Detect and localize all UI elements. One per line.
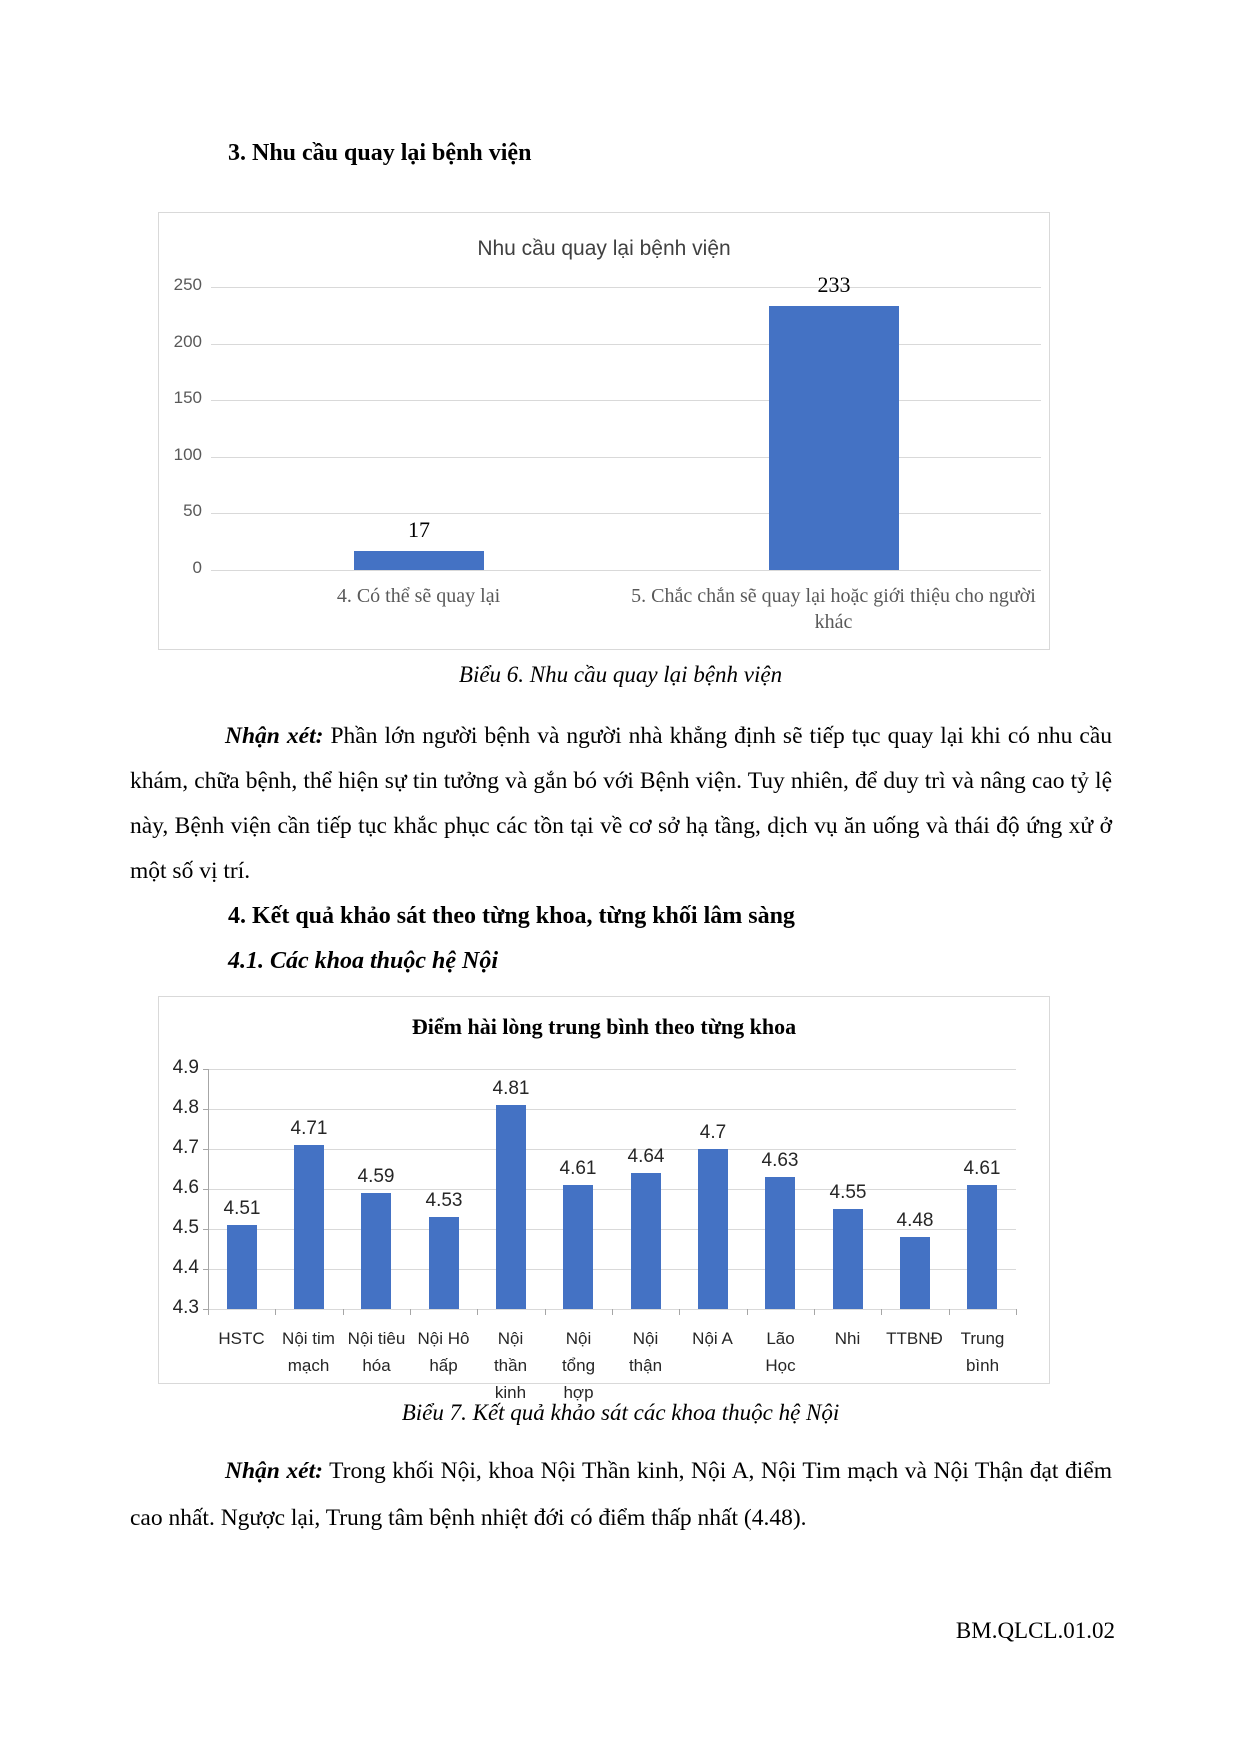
- x-axis-tick-mark: [275, 1309, 276, 1315]
- x-axis-tick-mark: [208, 1309, 209, 1315]
- bar: [227, 1225, 257, 1309]
- bar-value-label: 4.55: [829, 1182, 867, 1203]
- x-axis-tick-mark: [410, 1309, 411, 1315]
- y-axis-tick-label: 0: [192, 558, 202, 577]
- bar-value-label: 4.53: [425, 1190, 463, 1211]
- x-axis-tick-mark: [1016, 1309, 1017, 1315]
- y-axis-tick-mark: [203, 1269, 208, 1270]
- bar-value-label: 4.71: [290, 1118, 328, 1139]
- x-axis-category-label: Nội thần kinh: [493, 1329, 528, 1402]
- x-axis-tick-mark: [747, 1309, 748, 1315]
- gridline: [211, 570, 1041, 571]
- comment-paragraph-2: [130, 1448, 1112, 1542]
- comment-paragraph-1: [130, 714, 1112, 894]
- comment-2-label: Nhận xét:: [225, 1458, 323, 1484]
- bar-value-label: 4.61: [559, 1158, 597, 1179]
- y-axis-tick-mark: [203, 1109, 208, 1110]
- bar: [631, 1173, 661, 1309]
- bar-value-label: 17: [408, 517, 430, 542]
- x-axis-category-label: HSTC: [218, 1329, 265, 1348]
- bar: [967, 1185, 997, 1309]
- y-axis-tick-label: 200: [173, 332, 202, 351]
- form-code-footer: BM.QLCL.01.02: [955, 1618, 1115, 1643]
- y-axis-tick-label: 150: [173, 388, 202, 407]
- comment-2-text: Trong khối Nội, khoa Nội Thần kinh, Nội A, Nội Tim mạch và Nội Thận đạt điểm cao nhất. Ngược lại, Trung tâm bệnh nhiệt đới có điểm thấp nhất (4.48).: [130, 1458, 1113, 1531]
- y-axis-tick-label: 250: [173, 275, 202, 294]
- bar-value-label: 4.51: [223, 1198, 261, 1219]
- bar: [563, 1185, 593, 1309]
- x-axis-category-label: Nội A: [692, 1329, 733, 1348]
- comment-1-label: Nhận xét:: [225, 723, 324, 749]
- y-axis-tick-mark: [203, 1069, 208, 1070]
- bar: [769, 306, 899, 570]
- x-axis-tick-mark: [545, 1309, 546, 1315]
- x-axis-tick-mark: [612, 1309, 613, 1315]
- figure-7-caption: Biểu 7. Kết quả khảo sát các khoa thuộc hệ Nội: [401, 1400, 840, 1425]
- x-axis-tick-mark: [949, 1309, 950, 1315]
- y-axis-line: [208, 1069, 209, 1314]
- figure-6-caption: Biểu 6. Nhu cầu quay lại bệnh viện: [458, 662, 783, 687]
- y-axis-tick-label: 50: [183, 501, 202, 520]
- y-axis-tick-mark: [203, 1189, 208, 1190]
- bar-value-label: 4.7: [699, 1122, 727, 1143]
- x-axis-tick-mark: [881, 1309, 882, 1315]
- x-axis-tick-mark: [679, 1309, 680, 1315]
- x-axis-tick-mark: [814, 1309, 815, 1315]
- comment-1-text: Phần lớn người bệnh và người nhà khẳng định sẽ tiếp tục quay lại khi có nhu cầu khám, chữa bệnh, thể hiện sự tin tưởng và gắn bó với Bệnh viện. Tuy nhiên, để duy trì và nâng cao tỷ lệ này, Bệnh viện cần tiếp tục khắc phục các tồn tại về cơ sở hạ tầng, dịch vụ ăn uống và thái độ ứng xử ở một số vị trí.: [130, 723, 1112, 884]
- bar: [496, 1105, 526, 1309]
- x-axis-category-label: Nội tiêu hóa: [347, 1329, 406, 1375]
- gridline: [211, 400, 1041, 401]
- bar-value-label: 4.59: [357, 1166, 395, 1187]
- y-axis-tick-label: 4.7: [172, 1137, 199, 1158]
- gridline: [211, 287, 1041, 288]
- x-axis-category-label: Nội tổng hợp: [561, 1329, 596, 1402]
- bar-value-label: 4.64: [627, 1146, 665, 1167]
- x-axis-category-label: 4. Có thể sẽ quay lại: [336, 585, 501, 607]
- x-axis-category-label: 5. Chắc chắn sẽ quay lại hoặc giới thiệu cho người khác: [631, 585, 1036, 633]
- y-axis-tick-label: 100: [173, 445, 202, 464]
- chart-title: Nhu cầu quay lại bệnh viện: [477, 237, 731, 260]
- bar: [698, 1149, 728, 1309]
- gridline: [211, 513, 1041, 514]
- chart-satisfaction-by-department: [158, 996, 1050, 1402]
- gridline: [208, 1269, 1016, 1270]
- section-3-heading: 3. Nhu cầu quay lại bệnh viện: [228, 140, 532, 166]
- section-4-heading: 4. Kết quả khảo sát theo từng khoa, từng khối lâm sàng: [228, 903, 795, 929]
- x-axis-category-label: Nội tim mạch: [282, 1329, 335, 1375]
- gridline: [208, 1109, 1016, 1110]
- x-axis-category-label: Trung bình: [960, 1329, 1005, 1375]
- gridline: [211, 344, 1041, 345]
- y-axis-tick-label: 4.3: [172, 1297, 199, 1318]
- chart-title: Điểm hài lòng trung bình theo từng khoa: [411, 1014, 797, 1039]
- x-axis-category-label: Nội thận: [628, 1329, 663, 1375]
- bar: [429, 1217, 459, 1309]
- bar-value-label: 233: [817, 272, 851, 297]
- gridline: [211, 457, 1041, 458]
- x-axis-category-label: Nội Hô hấp: [417, 1329, 470, 1375]
- x-axis-category-label: Nhi: [834, 1329, 861, 1348]
- y-axis-tick-label: 4.6: [172, 1177, 199, 1198]
- bar-value-label: 4.81: [492, 1078, 530, 1099]
- bar: [900, 1237, 930, 1309]
- gridline: [208, 1069, 1016, 1070]
- y-axis-tick-mark: [203, 1229, 208, 1230]
- x-axis-category-label: TTBNĐ: [886, 1329, 943, 1348]
- chart-return-demand: [158, 212, 1050, 650]
- y-axis-tick-label: 4.9: [172, 1057, 199, 1078]
- y-axis-tick-label: 4.5: [172, 1217, 199, 1238]
- bar-value-label: 4.63: [761, 1150, 799, 1171]
- bar-value-label: 4.61: [963, 1158, 1001, 1179]
- x-axis-tick-mark: [477, 1309, 478, 1315]
- bar: [354, 551, 484, 570]
- y-axis-tick-label: 4.4: [172, 1257, 199, 1278]
- bar-value-label: 4.48: [896, 1210, 934, 1231]
- section-4-1-heading: 4.1. Các khoa thuộc hệ Nội: [228, 948, 499, 974]
- y-axis-tick-mark: [203, 1149, 208, 1150]
- y-axis-tick-label: 4.8: [172, 1097, 199, 1118]
- x-axis-tick-mark: [343, 1309, 344, 1315]
- x-axis-category-label: Lão Học: [765, 1329, 796, 1375]
